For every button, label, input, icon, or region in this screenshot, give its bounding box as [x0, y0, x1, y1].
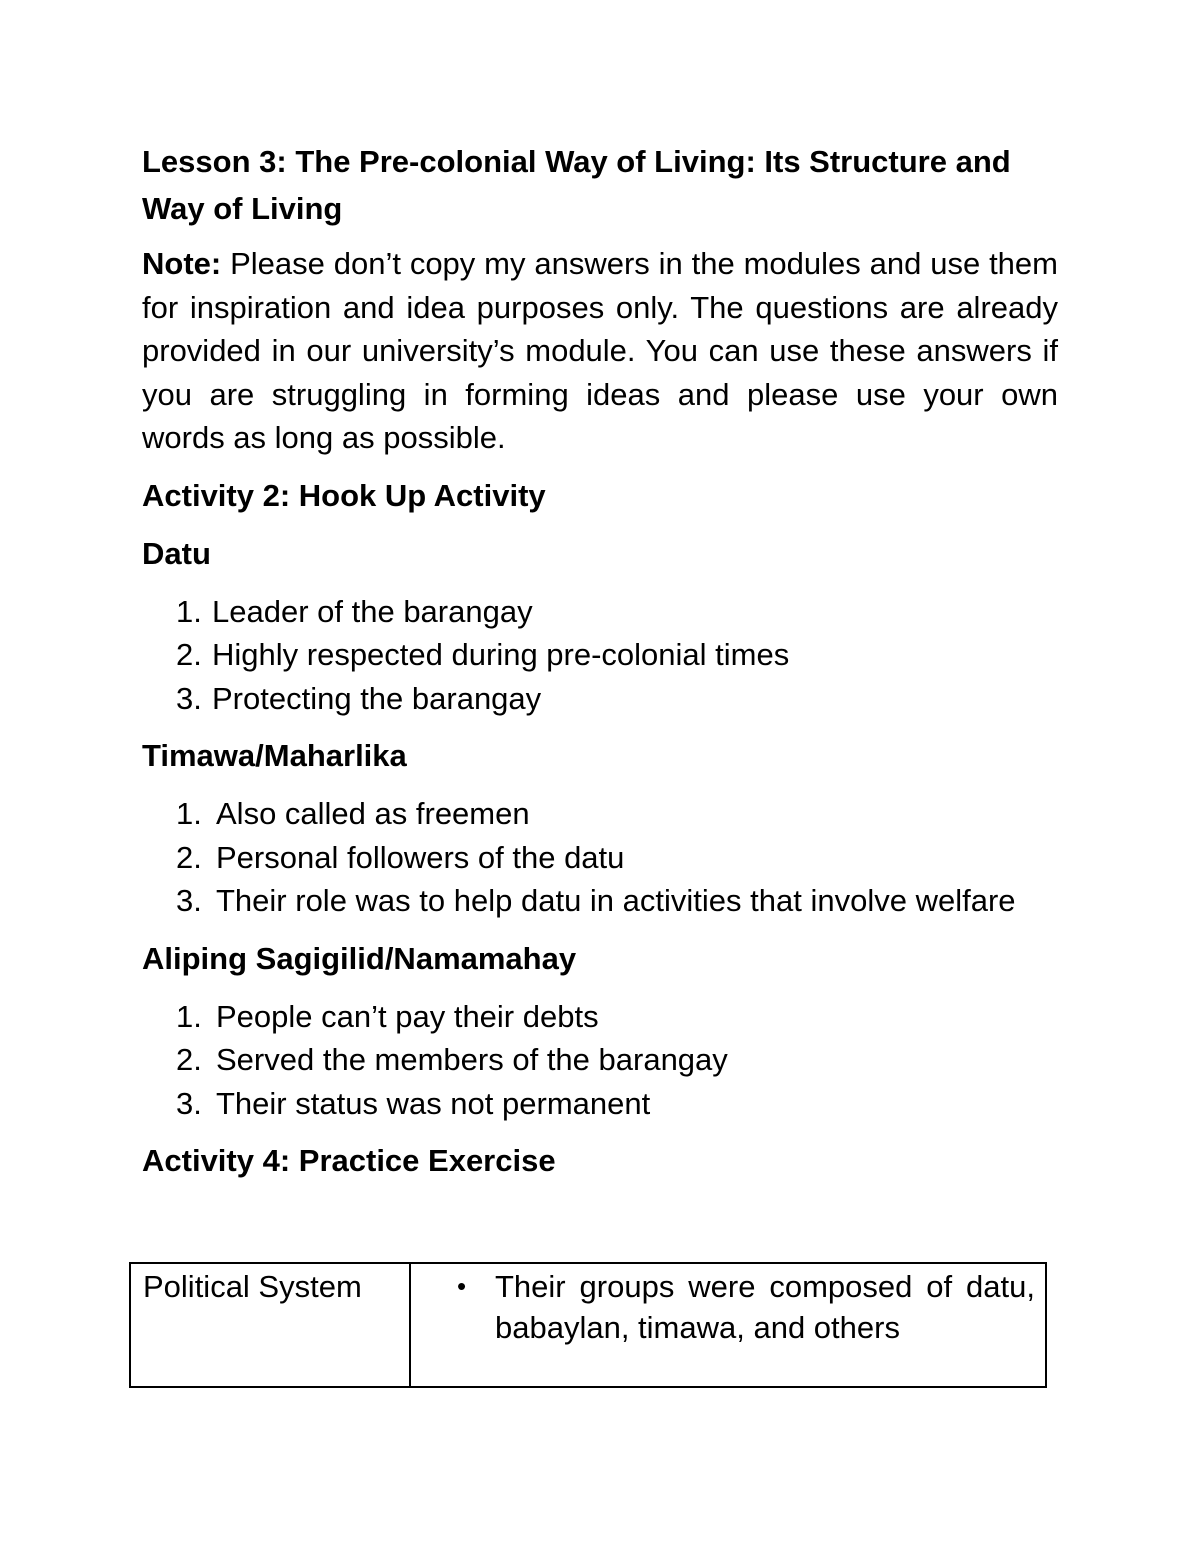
- list-number: 2.: [176, 637, 202, 672]
- document-page: [142, 138, 1058, 1183]
- group-heading-timawa: Timawa/Maharlika: [142, 738, 407, 773]
- list-text: Protecting the barangay: [212, 680, 542, 716]
- practice-exercise-table: [129, 1262, 1047, 1388]
- table-row: [130, 1263, 1046, 1387]
- list-item: [142, 879, 1058, 923]
- bullet-item: [423, 1266, 1035, 1348]
- list-text: Personal followers of the datu: [216, 839, 625, 875]
- list-item: [142, 792, 1058, 836]
- table-content-cell: [410, 1263, 1046, 1387]
- list-timawa: [142, 792, 1058, 923]
- list-item: [142, 995, 1058, 1039]
- group-heading-aliping: Aliping Sagigilid/Namamahay: [142, 940, 577, 976]
- note-text: Please don’t copy my answers in the modules and use them for inspiration and idea purposes only. The questions are already provided in our university’s module. You can use these answers if you are struggling in forming ideas and please use your own words as long as possible.: [142, 246, 1058, 455]
- note-paragraph: [142, 242, 1058, 460]
- list-text: Leader of the barangay: [212, 593, 533, 629]
- list-text: Their status was not permanent: [216, 1085, 651, 1121]
- list-item: [142, 677, 1058, 721]
- group-heading-datu: Datu: [142, 535, 211, 571]
- list-number: 3.: [176, 1085, 202, 1121]
- list-aliping: [142, 995, 1058, 1126]
- list-number: 1.: [176, 796, 202, 831]
- list-text: People can’t pay their debts: [216, 998, 599, 1034]
- list-number: 1.: [176, 998, 202, 1034]
- list-item: [142, 1038, 1058, 1082]
- list-text: Served the members of the barangay: [216, 1042, 728, 1077]
- bullet-icon: •: [457, 1271, 467, 1301]
- list-number: 2.: [176, 839, 202, 875]
- list-text: Also called as freemen: [216, 796, 530, 831]
- note-label: Note:: [142, 246, 222, 281]
- list-text: Highly respected during pre-colonial times: [212, 637, 790, 672]
- list-item: [142, 836, 1058, 880]
- activity-4-heading: Activity 4: Practice Exercise: [142, 1143, 556, 1178]
- list-item: [142, 633, 1058, 677]
- list-number: 3.: [176, 680, 202, 716]
- list-text: Their role was to help datu in activities that involve welfare: [216, 883, 1016, 918]
- activity-2-heading: Activity 2: Hook Up Activity: [142, 477, 546, 513]
- lesson-title: Lesson 3: The Pre-colonial Way of Living: Its Structure and Way of Living: [142, 144, 1011, 226]
- list-number: 3.: [176, 883, 202, 918]
- list-item: [142, 590, 1058, 634]
- table-label-cell: Political System: [130, 1263, 410, 1387]
- list-number: 1.: [176, 593, 202, 629]
- list-item: [142, 1082, 1058, 1126]
- bullet-text: Their groups were composed of datu, babaylan, timawa, and others: [495, 1269, 1035, 1345]
- list-datu: [142, 590, 1058, 721]
- list-number: 2.: [176, 1042, 202, 1077]
